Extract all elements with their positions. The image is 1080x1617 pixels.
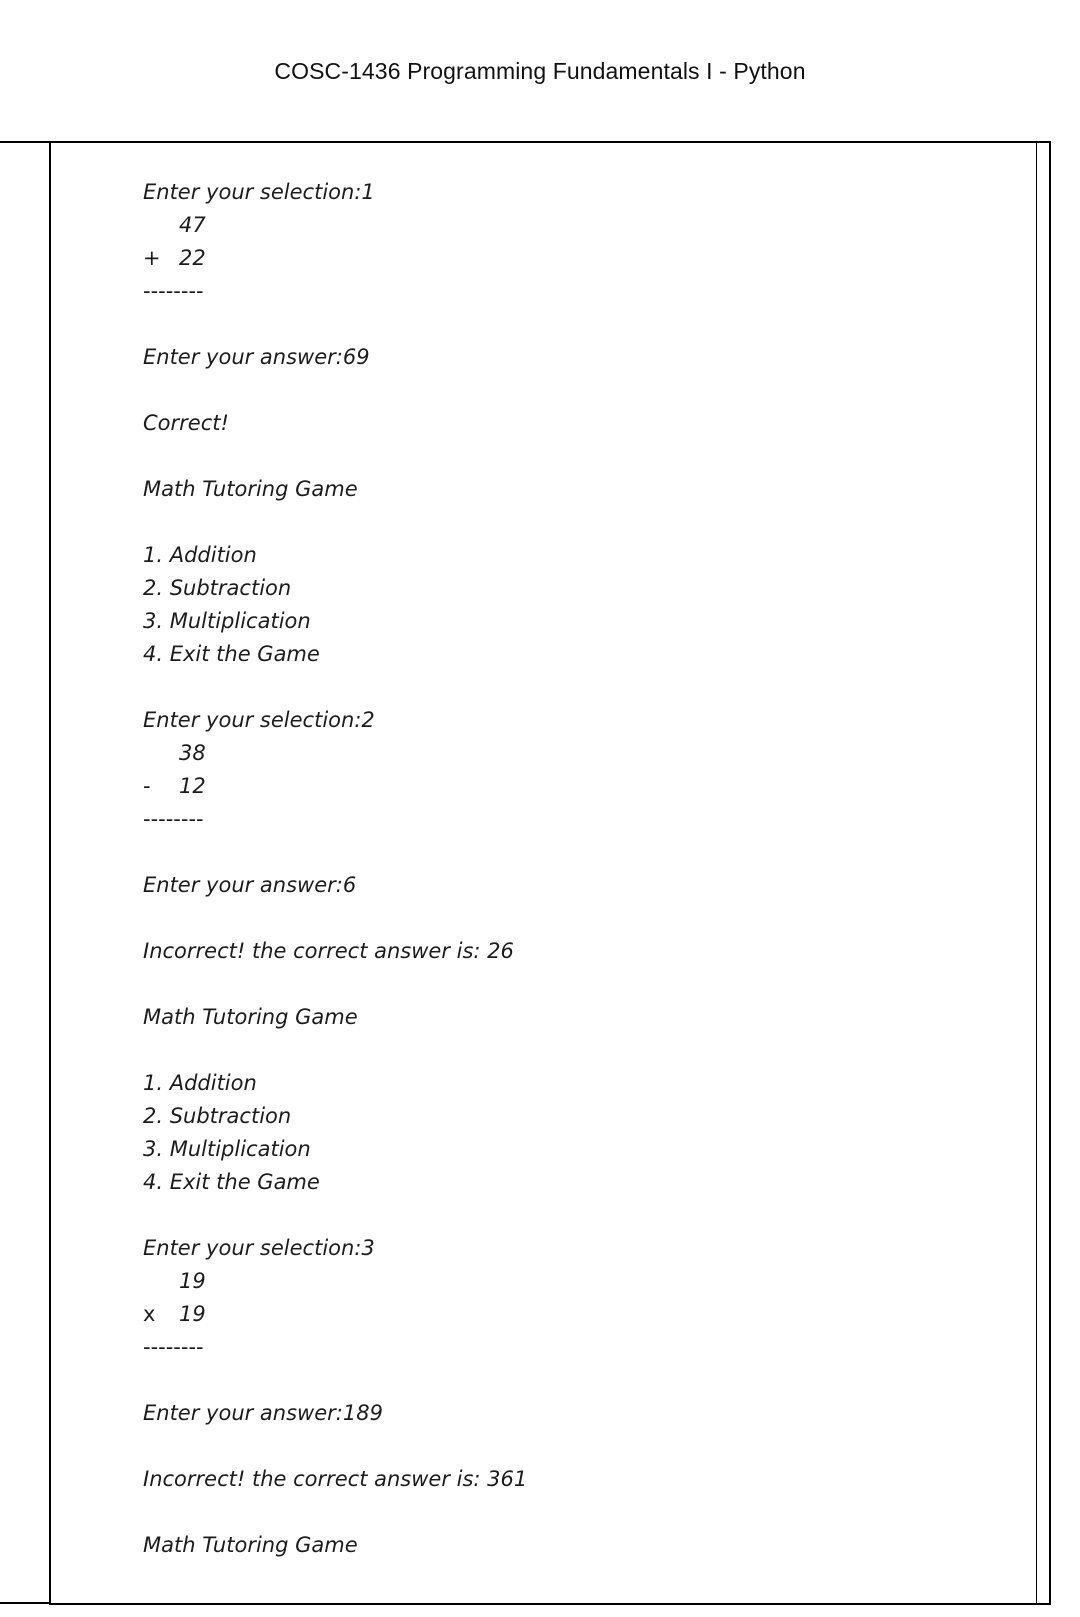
console-output [143,176,1003,1562]
operand-bottom-row [143,242,1003,275]
operand-bottom: 12 [179,774,206,798]
answer-prompt: Enter your answer:69 [143,345,370,369]
menu-title: Math Tutoring Game [143,1005,358,1029]
blank-line [143,671,1003,704]
answer-prompt: Enter your answer:189 [143,1401,383,1425]
blank-line [143,1034,1003,1067]
divider-line: -------- [143,807,204,831]
blank-line [143,374,1003,407]
menu-item-exit: 4. Exit the Game [143,1170,320,1194]
operand-bottom-row [143,770,1003,803]
page-header-title: COSC-1436 Programming Fundamentals I - Python [274,58,806,84]
blank-line [143,902,1003,935]
operand-top: 47 [179,213,206,237]
menu-item-multiplication: 3. Multiplication [143,609,311,633]
result-message: Incorrect! the correct answer is: 361 [143,1467,528,1491]
operand-bottom: 22 [179,246,206,270]
menu-title: Math Tutoring Game [143,1533,358,1557]
operand-top: 38 [179,741,206,765]
selection-prompt: Enter your selection:3 [143,1236,375,1260]
blank-line [143,308,1003,341]
operator-symbol: - [143,774,151,798]
operand-top: 19 [179,1269,206,1293]
operand-bottom-row [143,1298,1003,1331]
menu-title: Math Tutoring Game [143,477,358,501]
menu-item-exit: 4. Exit the Game [143,642,320,666]
operator-symbol: + [143,246,161,270]
operator-symbol: x [143,1302,156,1326]
blank-line [143,1364,1003,1397]
menu-item-subtraction: 2. Subtraction [143,576,292,600]
box-inner-border [1036,143,1037,1603]
menu-item-addition: 1. Addition [143,1071,257,1095]
selection-prompt: Enter your selection:1 [143,180,375,204]
result-message: Correct! [143,411,229,435]
blank-line [143,1496,1003,1529]
menu-item-multiplication: 3. Multiplication [143,1137,311,1161]
menu-item-addition: 1. Addition [143,543,257,567]
answer-prompt: Enter your answer:6 [143,873,357,897]
blank-line [143,1199,1003,1232]
menu-item-subtraction: 2. Subtraction [143,1104,292,1128]
result-message: Incorrect! the correct answer is: 26 [143,939,514,963]
blank-line [143,968,1003,1001]
blank-line [143,1430,1003,1463]
divider-line: -------- [143,1335,204,1359]
blank-line [143,506,1003,539]
selection-prompt: Enter your selection:2 [143,708,375,732]
divider-line: -------- [143,279,204,303]
blank-line [143,440,1003,473]
blank-line [143,836,1003,869]
operand-bottom: 19 [179,1302,206,1326]
footer-rule [0,1602,50,1604]
header-rule [0,141,50,143]
